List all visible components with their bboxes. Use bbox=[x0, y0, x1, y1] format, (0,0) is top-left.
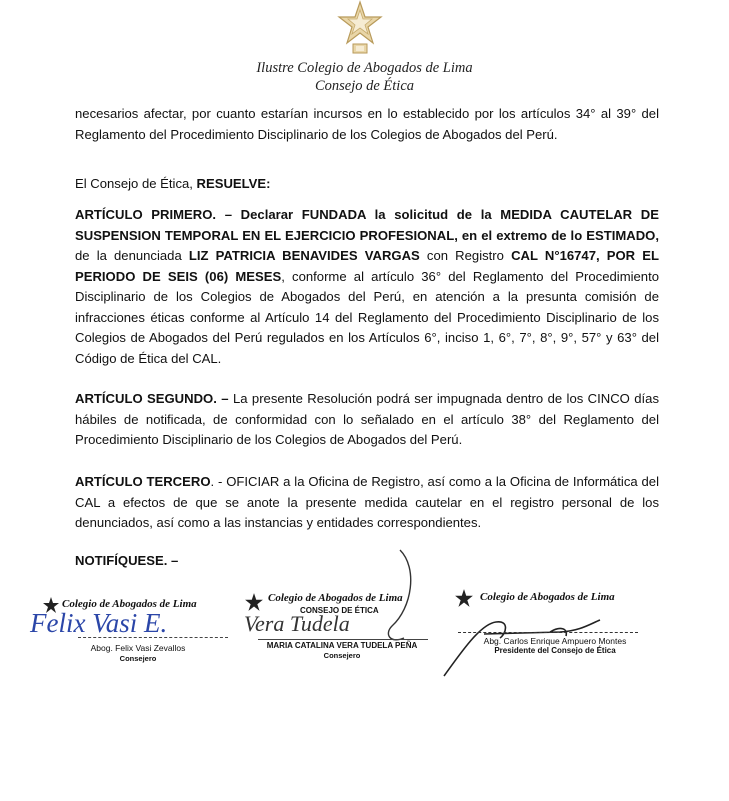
article-primero-text: de la denunciada bbox=[75, 248, 189, 263]
signer-role: Presidente del Consejo de Ética bbox=[494, 646, 616, 655]
signer-name: MARIA CATALINA VERA TUDELA PEÑA bbox=[266, 641, 418, 650]
signature-block-3 bbox=[440, 588, 680, 688]
handwritten-signature: Vera Tudela bbox=[244, 611, 350, 636]
signature-block-2 bbox=[240, 548, 440, 678]
article-primero-title: ARTÍCULO PRIMERO. – Declarar FUNDADA la solicitud de la MEDIDA CAUTELAR DE SUSPENSION TEMPORAL EN EL EJERCICIO PROFESIONAL, en el extremo de lo ESTIMADO, bbox=[75, 207, 659, 243]
article-tercero bbox=[75, 472, 659, 534]
stamp-label: Colegio de Abogados de Lima bbox=[62, 598, 197, 610]
article-primero-registry: con Registro bbox=[419, 248, 512, 263]
signer-name: Abog. Felix Vasi Zevallos bbox=[90, 643, 186, 653]
article-segundo-text: La presente Resolución podrá ser impugnada dentro de los CINCO días hábiles de notificada, de conformidad con lo señalado en el artículo 38° del Reglamento del Procedimiento Disciplinario de los Colegios de Abogados del Perú. bbox=[75, 391, 660, 447]
article-primero-body: , conforme al artículo 36° del Reglamento del Procedimiento Disciplinario de los Colegios de Abogados del Perú, en atención a la presunta comisión de infracciones éticas conforme al Artículo 14 del Reglamento del Procedimiento Disciplinario de los Colegios de Abogados del Perú regulados en los Artículos 6°, inciso 1, 6°, 7°, 8°, 9°, 57° y 63° del Código de Ética del CAL. bbox=[75, 268, 660, 366]
respondent-name: LIZ PATRICIA BENAVIDES VARGAS bbox=[188, 248, 420, 263]
article-primero bbox=[75, 205, 659, 369]
resuelve-keyword: RESUELVE: bbox=[196, 176, 271, 191]
article-segundo-title: ARTÍCULO SEGUNDO. – bbox=[75, 391, 229, 406]
signer-name: Abg. Carlos Enrique Ampuero Montes bbox=[483, 636, 627, 646]
article-segundo bbox=[75, 389, 659, 451]
header-council: Consejo de Ética bbox=[314, 78, 415, 94]
stamp-council: CONSEJO DE ÉTICA bbox=[300, 606, 379, 615]
notifiquese: NOTIFÍQUESE. – bbox=[75, 553, 179, 568]
stamp-star-icon bbox=[244, 592, 264, 612]
stamp-label: Colegio de Abogados de Lima bbox=[480, 591, 615, 603]
resuelve-prefix: El Consejo de Ética, bbox=[75, 176, 197, 191]
stamp-label: Colegio de Abogados de Lima bbox=[268, 592, 403, 604]
signature-block-1 bbox=[28, 594, 228, 684]
registry-number: CAL N°16747, POR EL PERIODO DE SEIS (06) MESES bbox=[75, 248, 660, 284]
paragraph-intro: necesarios afectar, por cuanto estarían incursos en lo establecido por los artículos 34° al 39° del Reglamento del Procedimiento Disciplinario de los Colegios de Abogados del Perú. bbox=[75, 106, 659, 142]
article-tercero-text: . - OFICIAR a la Oficina de Registro, así como a la Oficina de Informática del CAL a efectos de que se anote la presente medida cautelar en el registro personal de los denunciados, así como a las instancias y entidades correspondientes. bbox=[75, 474, 659, 530]
handwritten-signature: Felix Vasi E. bbox=[30, 608, 168, 638]
signer-role: Consejero bbox=[119, 654, 157, 663]
paragraph-resuelve bbox=[75, 174, 659, 195]
college-emblem-icon bbox=[334, 0, 386, 56]
header-institution: Ilustre Colegio de Abogados de Lima bbox=[256, 60, 473, 76]
signer-role: Consejero bbox=[323, 651, 361, 660]
article-tercero-title: ARTÍCULO TERCERO bbox=[75, 474, 211, 489]
